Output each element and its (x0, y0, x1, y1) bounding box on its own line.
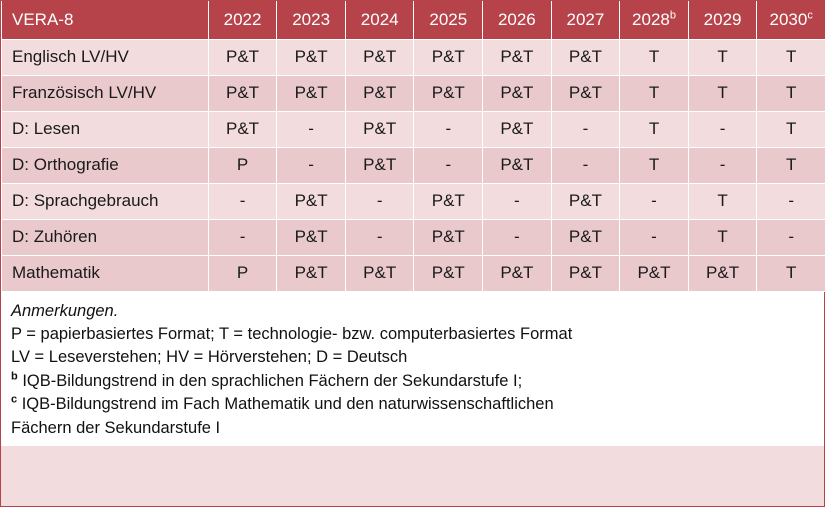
footnote-b-marker: b (11, 370, 18, 383)
cell: T (757, 75, 825, 111)
cell: P&T (277, 75, 346, 111)
year-label: 2024 (360, 9, 399, 29)
cell: P&T (345, 147, 414, 183)
cell: P&T (277, 39, 346, 75)
row-label: Mathematik (2, 255, 209, 291)
cell: P&T (414, 255, 483, 291)
cell: T (688, 219, 757, 255)
year-label: 2030 (769, 9, 808, 29)
cell: P&T (414, 219, 483, 255)
cell: P&T (208, 111, 277, 147)
table-row (2, 75, 825, 111)
footnote-b-text: IQB-Bildungstrend in den sprachlichen Fächern der Sekundarstufe I; (17, 371, 523, 390)
footnote-c (11, 393, 814, 416)
cell: P&T (277, 183, 346, 219)
header-row (2, 1, 825, 39)
cell: P&T (483, 147, 552, 183)
table-corner-label: VERA-8 (2, 1, 209, 39)
year-label: 2026 (497, 9, 536, 29)
notes-line-formats: P = papierbasiertes Format; T = technologie- bzw. computerbasiertes Format (11, 324, 573, 343)
vera8-schedule-table (1, 1, 825, 292)
footnote-c-continued: Fächern der Sekundarstufe I (11, 418, 221, 437)
table-row (2, 255, 825, 291)
cell: - (414, 147, 483, 183)
cell: P&T (414, 75, 483, 111)
row-label: Französisch LV/HV (2, 75, 209, 111)
cell: T (688, 183, 757, 219)
cell: P&T (483, 39, 552, 75)
cell: P&T (551, 255, 620, 291)
column-header-year-2030 (757, 1, 825, 39)
row-label: D: Zuhören (2, 219, 209, 255)
cell: P&T (483, 255, 552, 291)
cell: P (208, 147, 277, 183)
cell: T (688, 75, 757, 111)
cell: P&T (620, 255, 689, 291)
footnote-c-marker: c (11, 393, 18, 406)
table-header (2, 1, 825, 39)
column-header-year-2029 (688, 1, 757, 39)
cell: - (483, 219, 552, 255)
table-row (2, 219, 825, 255)
row-label: D: Lesen (2, 111, 209, 147)
column-header-year-2026 (483, 1, 552, 39)
cell: P&T (483, 111, 552, 147)
footnote-c-text: IQB-Bildungstrend im Fach Mathematik und den naturwissenschaftlichen (17, 395, 554, 414)
cell: P&T (483, 75, 552, 111)
cell: T (620, 39, 689, 75)
table-row (2, 39, 825, 75)
cell: P&T (277, 255, 346, 291)
cell: P&T (345, 111, 414, 147)
cell: - (483, 183, 552, 219)
year-superscript: c (807, 9, 813, 22)
table-row (2, 111, 825, 147)
column-header-year-2023 (277, 1, 346, 39)
row-label: D: Sprachgebrauch (2, 183, 209, 219)
cell: P&T (551, 75, 620, 111)
cell: - (757, 219, 825, 255)
cell: - (414, 111, 483, 147)
footnote-b (11, 370, 814, 393)
year-label: 2022 (223, 9, 262, 29)
cell: - (620, 219, 689, 255)
cell: - (688, 111, 757, 147)
column-header-year-2022 (208, 1, 277, 39)
notes-heading: Anmerkungen. (11, 301, 119, 320)
cell: - (620, 183, 689, 219)
year-label: 2028 (632, 9, 670, 29)
column-header-year-2027 (551, 1, 620, 39)
cell: T (620, 75, 689, 111)
year-label: 2027 (566, 9, 605, 29)
cell: T (620, 147, 689, 183)
cell: P&T (208, 39, 277, 75)
cell: P&T (208, 75, 277, 111)
cell: - (345, 183, 414, 219)
table-row (2, 147, 825, 183)
cell: - (277, 147, 346, 183)
cell: T (688, 39, 757, 75)
cell: P&T (551, 183, 620, 219)
cell: P&T (414, 183, 483, 219)
cell: T (757, 147, 825, 183)
column-header-year-2025 (414, 1, 483, 39)
cell: - (208, 183, 277, 219)
year-superscript: b (669, 9, 676, 22)
cell: - (551, 147, 620, 183)
cell: P (208, 255, 277, 291)
table-row (2, 183, 825, 219)
cell: - (345, 219, 414, 255)
column-header-year-2028 (620, 1, 689, 39)
cell: T (620, 111, 689, 147)
notes-line-abbreviations: LV = Leseverstehen; HV = Hörverstehen; D = Deutsch (11, 348, 408, 367)
row-label: D: Orthografie (2, 147, 209, 183)
year-label: 2025 (429, 9, 468, 29)
cell: P&T (551, 39, 620, 75)
column-header-year-2024 (345, 1, 414, 39)
cell: T (757, 255, 825, 291)
cell: P&T (414, 39, 483, 75)
cell: P&T (688, 255, 757, 291)
cell: T (757, 39, 825, 75)
row-label: Englisch LV/HV (2, 39, 209, 75)
table-notes (1, 292, 824, 447)
cell: - (551, 111, 620, 147)
cell: P&T (345, 39, 414, 75)
cell: - (757, 183, 825, 219)
cell: P&T (551, 219, 620, 255)
table-body (2, 39, 825, 291)
cell: - (688, 147, 757, 183)
year-label: 2023 (292, 9, 331, 29)
cell: P&T (345, 255, 414, 291)
year-label: 2029 (703, 9, 742, 29)
cell: T (757, 111, 825, 147)
cell: P&T (345, 75, 414, 111)
cell: - (208, 219, 277, 255)
cell: P&T (277, 219, 346, 255)
cell: - (277, 111, 346, 147)
